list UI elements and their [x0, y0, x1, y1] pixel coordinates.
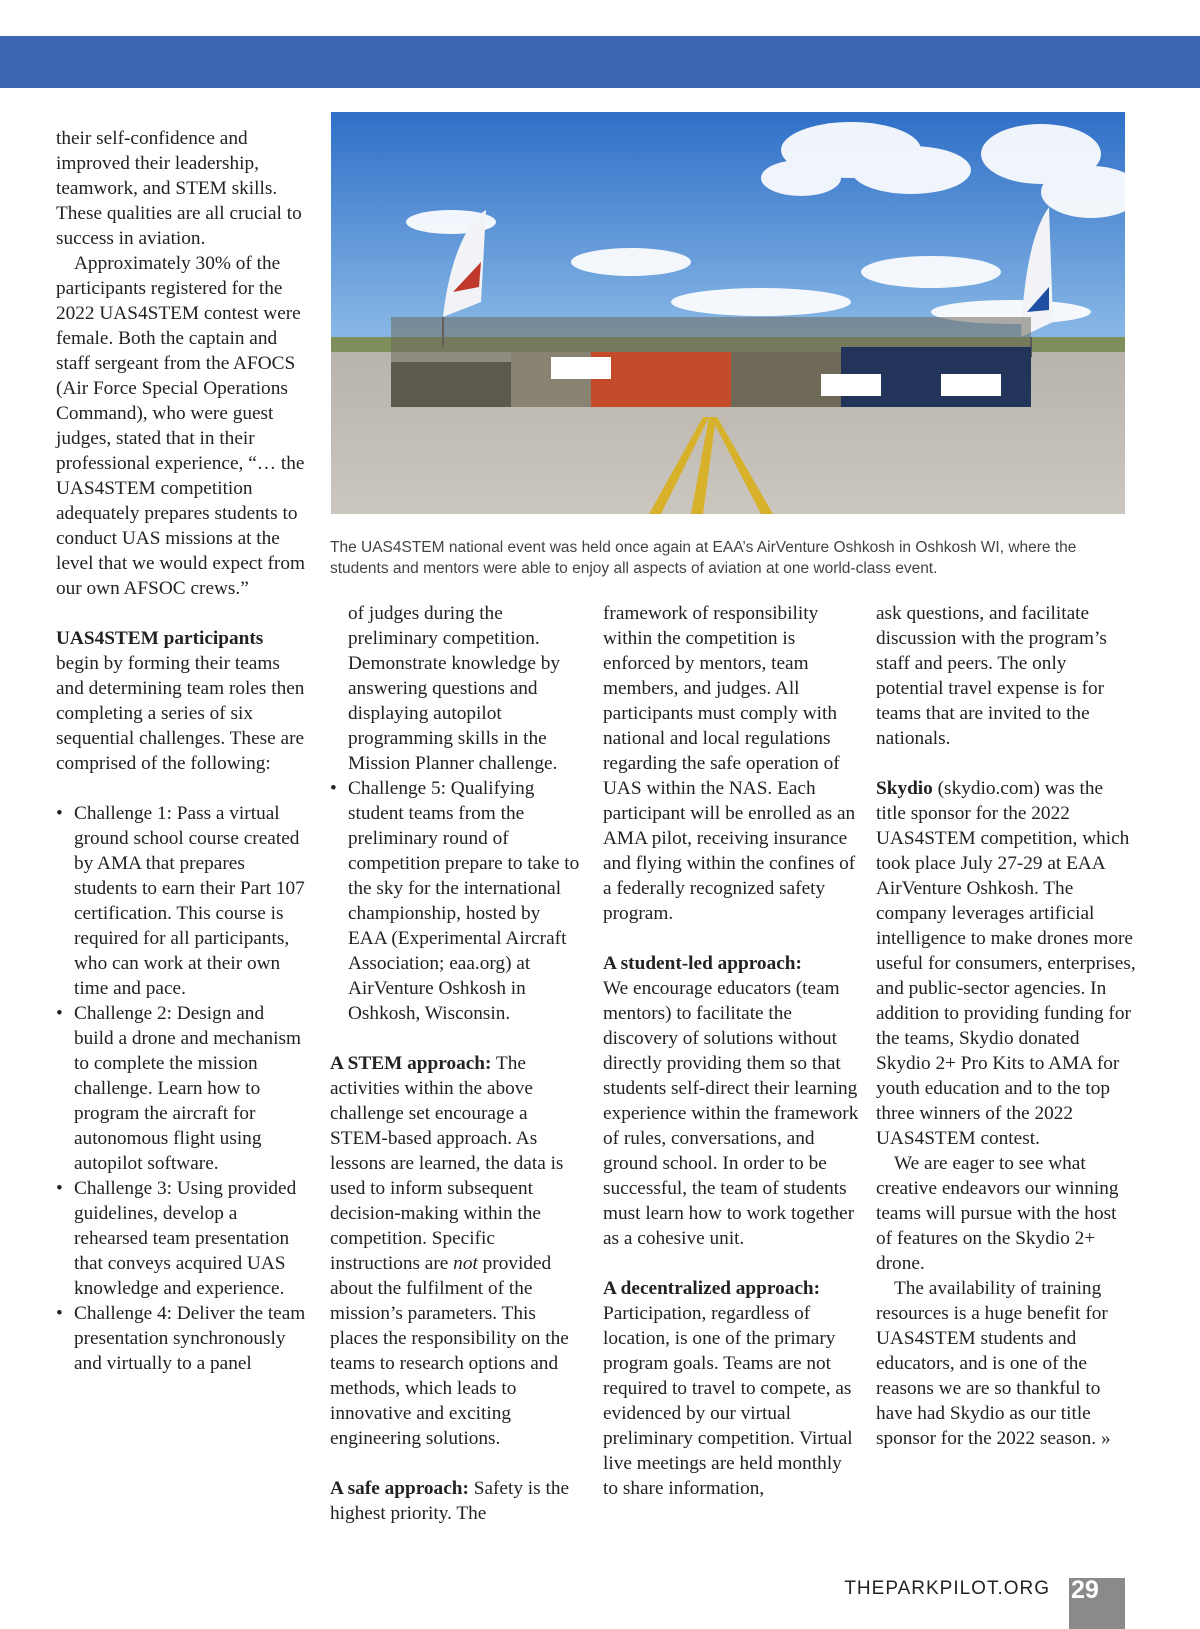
challenge-list — [56, 801, 306, 1376]
footer-site-name: THEPARKPILOT.ORG — [844, 1578, 1050, 1599]
paragraph: framework of responsibility within the competition is enforced by mentors, team members, and judges. All participants must comply with national and local regulations regarding the safe operation of UAS within the NAS. Each participant will be enrolled as an AMA pilot, receiving insurance and flying within the confines of a federally recognized safety program. — [603, 603, 856, 924]
paragraph-text: Safety is the highest priority. The — [330, 1478, 570, 1524]
section-heading: A decentralized approach: — [603, 1278, 821, 1299]
paragraph — [56, 626, 306, 776]
list-item: • Challenge 2: Design and build a drone and mechanism to complete the mission challenge. Learn how to program the aircraft for autonomous flight using autopilot software. — [56, 1001, 306, 1176]
challenge-list-continued — [330, 776, 582, 1026]
list-item: • Challenge 4: Deliver the team presentation synchronously and virtually to a panel — [56, 1301, 306, 1376]
article-column-3 — [603, 601, 859, 1501]
list-item: • Challenge 3: Using provided guidelines, develop a rehearsed team presentation that conveys acquired UAS knowledge and experience. — [56, 1176, 306, 1301]
article-column-2 — [330, 601, 582, 1526]
list-item-continuation: of judges during the preliminary competition. Demonstrate knowledge by answering questions and displaying autopilot programming skills in the Mission Planner challenge. — [348, 603, 561, 774]
paragraph-text: provided about the fulfilment of the mission’s parameters. This places the responsibility on the teams to research options and methods, which leads to innovative and exciting engineering solutions. — [330, 1253, 569, 1449]
page-number: 29 — [1069, 1578, 1125, 1629]
paragraph-text: The availability of training resources is a huge benefit for UAS4STEM students and educators, and is one of the reasons we are so thankful to have had Skydio as our title sponsor for the 2022 season. — [876, 1278, 1108, 1449]
paragraph-text: The activities within the above challenge set encourage a STEM-based approach. As lessons are learned, the data is used to inform subsequent decision-making within the competition. Specific instructions are — [330, 1053, 564, 1274]
section-heading: A safe approach: — [330, 1478, 469, 1499]
section-heading: UAS4STEM participants — [56, 628, 264, 649]
paragraph — [330, 1051, 582, 1451]
paragraph-text: We encourage educators (team mentors) to facilitate the discovery of solutions without directly providing them so that students self-direct their learning experience within the framework of rules, conversations, and ground school. In order to be successful, the team of students must learn how to work together as a cohesive unit. — [603, 978, 859, 1249]
article-column-4 — [876, 601, 1136, 1451]
paragraph: Approximately 30% of the participants registered for the 2022 UAS4STEM contest were female. Both the captain and staff sergeant from the AFOCS (Air Force Special Operations Command), who were guest judges, stated that in their professional experience, “… the UAS4STEM competition adequately prepares students to conduct UAS missions at the level that we would expect from our own AFSOC crews.” — [56, 253, 305, 599]
photo-caption: The UAS4STEM national event was held once again at EAA’s AirVenture Oshkosh in Oshkosh WI, where the students and mentors were able to enjoy all aspects of aviation at one world-class event. — [330, 539, 1077, 577]
paragraph-text: begin by forming their teams and determining team roles then completing a series of six sequential challenges. These are comprised of the following: — [56, 653, 305, 774]
continue-mark: » — [1100, 1428, 1111, 1449]
article-column-1 — [56, 126, 306, 1376]
list-item: • Challenge 5: Qualifying student teams from the preliminary round of competition prepare to take to the sky for the international championship, hosted by EAA (Experimental Aircraft Association; eaa.org) at AirVenture Oshkosh in Oshkosh, Wisconsin. — [330, 776, 582, 1026]
paragraph-text: (skydio.com) was the title sponsor for the 2022 UAS4STEM competition, which took place July 27-29 at EAA AirVenture Oshkosh. The company leverages artificial intelligence to make drones more useful for consumers, enterprises, and public-sector agencies. In addition to providing funding for the teams, Skydio donated Skydio 2+ Pro Kits to AMA for youth education and to the top three winners of the 2022 UAS4STEM contest. — [876, 778, 1136, 1149]
paragraph-text: Participation, regardless of location, is one of the primary program goals. Teams are not required to travel to compete, as evidenced by our virtual preliminary competition. Virtual live meetings are held monthly to share information, — [603, 1303, 853, 1499]
paragraph — [603, 951, 859, 1251]
list-item: • Challenge 1: Pass a virtual ground school course created by AMA that prepares students to earn their Part 107 certification. This course is required for all participants, who can work at their own time and pace. — [56, 801, 306, 1001]
paragraph: ask questions, and facilitate discussion with the program’s staff and peers. The only potential travel expense is for teams that are invited to the nationals. — [876, 603, 1107, 749]
event-photo — [331, 112, 1125, 514]
paragraph: We are eager to see what creative endeavors our winning teams will pursue with the host of features on the Skydio 2+ drone. — [876, 1153, 1119, 1274]
section-heading: Skydio — [876, 778, 933, 799]
emphasis-text: not — [453, 1253, 478, 1274]
paragraph — [876, 1276, 1136, 1451]
header-band — [0, 36, 1200, 88]
section-heading: A student-led approach: — [603, 953, 802, 974]
paragraph — [330, 1476, 582, 1526]
paragraph: their self-confidence and improved their leadership, teamwork, and STEM skills. These qualities are all crucial to success in aviation. — [56, 128, 302, 249]
paragraph — [603, 1276, 859, 1501]
paragraph — [876, 776, 1136, 1151]
section-heading: A STEM approach: — [330, 1053, 492, 1074]
